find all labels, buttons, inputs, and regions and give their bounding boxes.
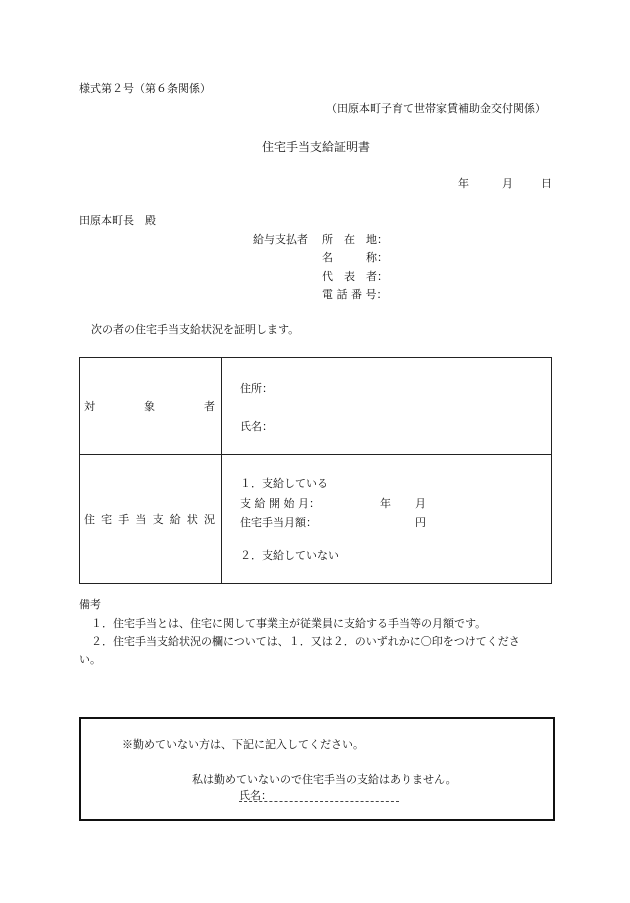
option-paid: １．支給している bbox=[240, 477, 328, 490]
date-year: 年 bbox=[458, 177, 469, 190]
address-field-label: 住所： bbox=[240, 382, 273, 395]
payer-name-label: 名 称： bbox=[322, 251, 388, 264]
option-not-paid: ２．支給していない bbox=[240, 549, 339, 562]
unemployed-declaration-box bbox=[79, 717, 555, 821]
payer-representative-label: 代 表 者： bbox=[322, 270, 388, 283]
status-label: 住 宅 手 当 支 給 状 況 bbox=[84, 513, 215, 526]
notes-heading: 備考 bbox=[79, 598, 101, 611]
status-value-cell bbox=[222, 455, 552, 584]
declaration-instruction: ※勤めていない方は、下記に記入してください。 bbox=[122, 738, 364, 751]
table-row-subject bbox=[80, 358, 552, 455]
note-2: ２．住宅手当支給状況の欄については、１．又は２．のいずれかに〇印をつけてくださ bbox=[91, 635, 520, 648]
addressee: 田原本町長 殿 bbox=[79, 214, 156, 227]
start-month-label: 支 給 開 始 月： bbox=[240, 497, 320, 510]
payer-heading: 給与支払者 bbox=[253, 233, 308, 246]
monthly-amount-label: 住宅手当月額： bbox=[240, 516, 317, 529]
amount-unit: 円 bbox=[415, 516, 426, 529]
program-name: （田原本町子育て世帯家賃補助金交付関係） bbox=[326, 102, 546, 115]
start-month-unit: 月 bbox=[415, 497, 426, 510]
subject-label-cell bbox=[80, 358, 222, 455]
declaration-statement: 私は勤めていないので住宅手当の支給はありません。 bbox=[192, 773, 457, 786]
document-title: 住宅手当支給証明書 bbox=[262, 140, 371, 154]
note-2-continued: い。 bbox=[79, 653, 101, 666]
date-day: 日 bbox=[541, 177, 552, 190]
payer-address-label: 所 在 地： bbox=[322, 233, 388, 246]
payer-phone-label: 電 話 番 号： bbox=[322, 288, 388, 301]
note-1: １．住宅手当とは、住宅に関して事業主が従業員に支給する手当等の月額です。 bbox=[91, 617, 487, 630]
table-row-status bbox=[80, 455, 552, 584]
certification-table bbox=[79, 357, 552, 584]
declaration-name-label: 氏名： bbox=[239, 789, 272, 802]
subject-label: 対 象 者 bbox=[84, 400, 215, 413]
start-year-unit: 年 bbox=[380, 497, 391, 510]
status-label-cell bbox=[80, 455, 222, 584]
name-field-label: 氏名： bbox=[240, 420, 273, 433]
intro-text: 次の者の住宅手当支給状況を証明します。 bbox=[91, 323, 300, 336]
date-month: 月 bbox=[502, 177, 513, 190]
signature-line bbox=[239, 801, 399, 802]
form-number: 様式第２号（第６条関係） bbox=[79, 82, 211, 95]
subject-value-cell bbox=[222, 358, 552, 455]
